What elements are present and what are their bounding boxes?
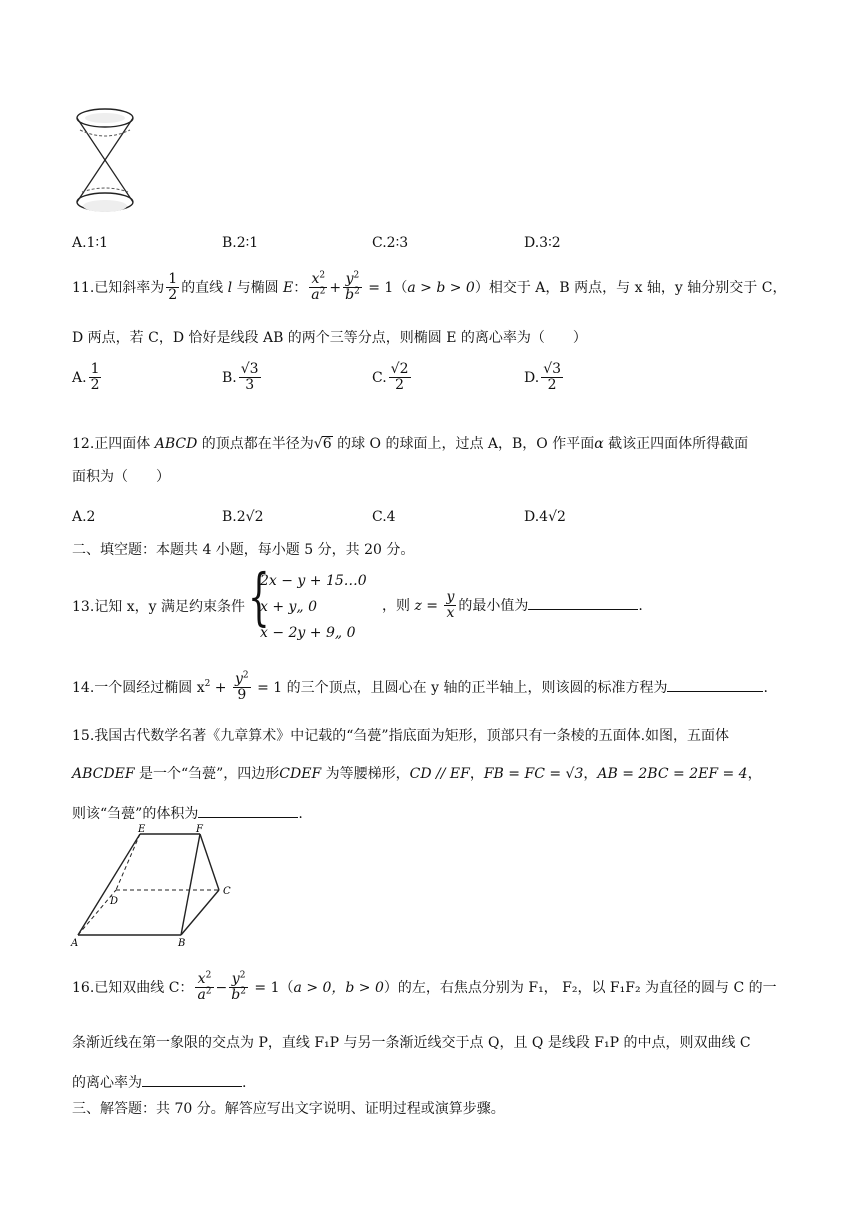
q15-line2: ABCDEF 是一个“刍甍”，四边形CDEF 为等腰梯形，CD // EF，FB = FC = √3，AB = 2BC = 2EF = 4， <box>72 766 762 782</box>
q12-option-a: A.2 <box>72 509 96 525</box>
vertex-e-label: E <box>138 824 146 835</box>
q12-line2: 面积为（ ） <box>72 469 170 485</box>
q10-option-b: B.2∶1 <box>222 235 259 251</box>
q13-constraint-2: x + y„ 0 <box>260 599 318 615</box>
q16-line2: 条渐近线在第一象限的交点为 P，直线 F₁P 与另一条渐近线交于点 Q，且 Q 是线段 F₁P 的中点，则双曲线 C <box>72 1035 751 1051</box>
q16-line1: 16.已知双曲线 C： $\frac{x^2}{a^2}$ − $\frac{y^2}{b^2}$ = 1（a > 0，b > 0）的左，右焦点分别为 F₁， F₂，以 F₁F₂ 为直径的圆与 C 的一 <box>72 970 777 1004</box>
vertex-b-label: B <box>178 938 186 949</box>
q14-answer-blank[interactable] <box>667 679 763 692</box>
section-3-heading: 三、解答题：共 70 分。解答应写出文字说明、证明过程或演算步骤。 <box>72 1101 505 1117</box>
q16-answer-blank[interactable] <box>142 1074 242 1087</box>
q11-line1: 11.已知斜率为 $\frac{1}{2}$ 的直线 l 与椭圆 E： $\frac{x^2}{a^2}$ + $\frac{y^2}{b^2}$ = 1（a > b > 0）相交于 A，B 两点，与 x 轴，y 轴分别交于 C， <box>72 270 787 304</box>
vertex-c-label: C <box>223 886 231 897</box>
q15-line1: 15.我国古代数学名著《九章算术》中记载的“刍甍”指底面为矩形，顶部只有一条棱的五面体.如图，五面体 <box>72 728 730 744</box>
q16-line3: 的离心率为 . <box>72 1075 247 1091</box>
q15-answer-blank[interactable] <box>198 805 298 818</box>
q11-option-d: D. $\frac{√3}{2}$ <box>524 361 562 394</box>
q13-target: ，则 z = $\frac{y}{x}$ 的最小值为 . <box>382 589 643 622</box>
q13-brace: { <box>248 560 270 633</box>
double-cone-figure <box>70 104 140 224</box>
q12-option-c: C.4 <box>372 509 396 525</box>
vertex-d-label: D <box>110 896 119 907</box>
q11-option-c: C. $\frac{√2}{2}$ <box>372 361 409 394</box>
q10-option-d: D.3∶2 <box>524 235 561 251</box>
q13-answer-blank[interactable] <box>528 597 638 610</box>
q12-line1: 12.正四面体 ABCD 的顶点都在半径为√6 的球 O 的球面上，过点 A，B，O 作平面α 截该正四面体所得截面 <box>72 436 749 452</box>
q11-slope-fraction: $\frac{1}{2}$ <box>168 271 178 304</box>
section-2-heading: 二、填空题：本题共 4 小题，每小题 5 分，共 20 分。 <box>72 542 415 558</box>
q11-line2: D 两点，若 C，D 恰好是线段 AB 的两个三等分点，则椭圆 E 的离心率为（ ） <box>72 330 587 346</box>
q12-option-b: B.2√2 <box>222 509 264 525</box>
vertex-a-label: A <box>71 938 79 949</box>
q10-option-c: C.2∶3 <box>372 235 409 251</box>
q11-option-b: B. $\frac{√3}{3}$ <box>222 361 259 394</box>
q11-option-a: A. $\frac{1}{2}$ <box>72 361 100 394</box>
q13-prefix: 13.记知 x，y 满足约束条件 <box>72 599 245 615</box>
chumeng-figure <box>68 822 248 950</box>
q15-line3: 则该“刍甍”的体积为 . <box>72 806 303 822</box>
q14-line: 14.一个圆经过椭圆 $x^2$ + $\frac{y^2}{9}$ = 1 的三个顶点，且圆心在 y 轴的正半轴上，则该圆的标准方程为 . <box>72 670 768 704</box>
vertex-f-label: F <box>196 824 203 835</box>
q10-option-a: A.1∶1 <box>72 235 109 251</box>
q12-option-d: D.4√2 <box>524 509 566 525</box>
q13-constraint-3: x − 2y + 9„ 0 <box>260 625 356 641</box>
q13-constraint-1: 2x − y + 15…0 <box>260 573 367 589</box>
